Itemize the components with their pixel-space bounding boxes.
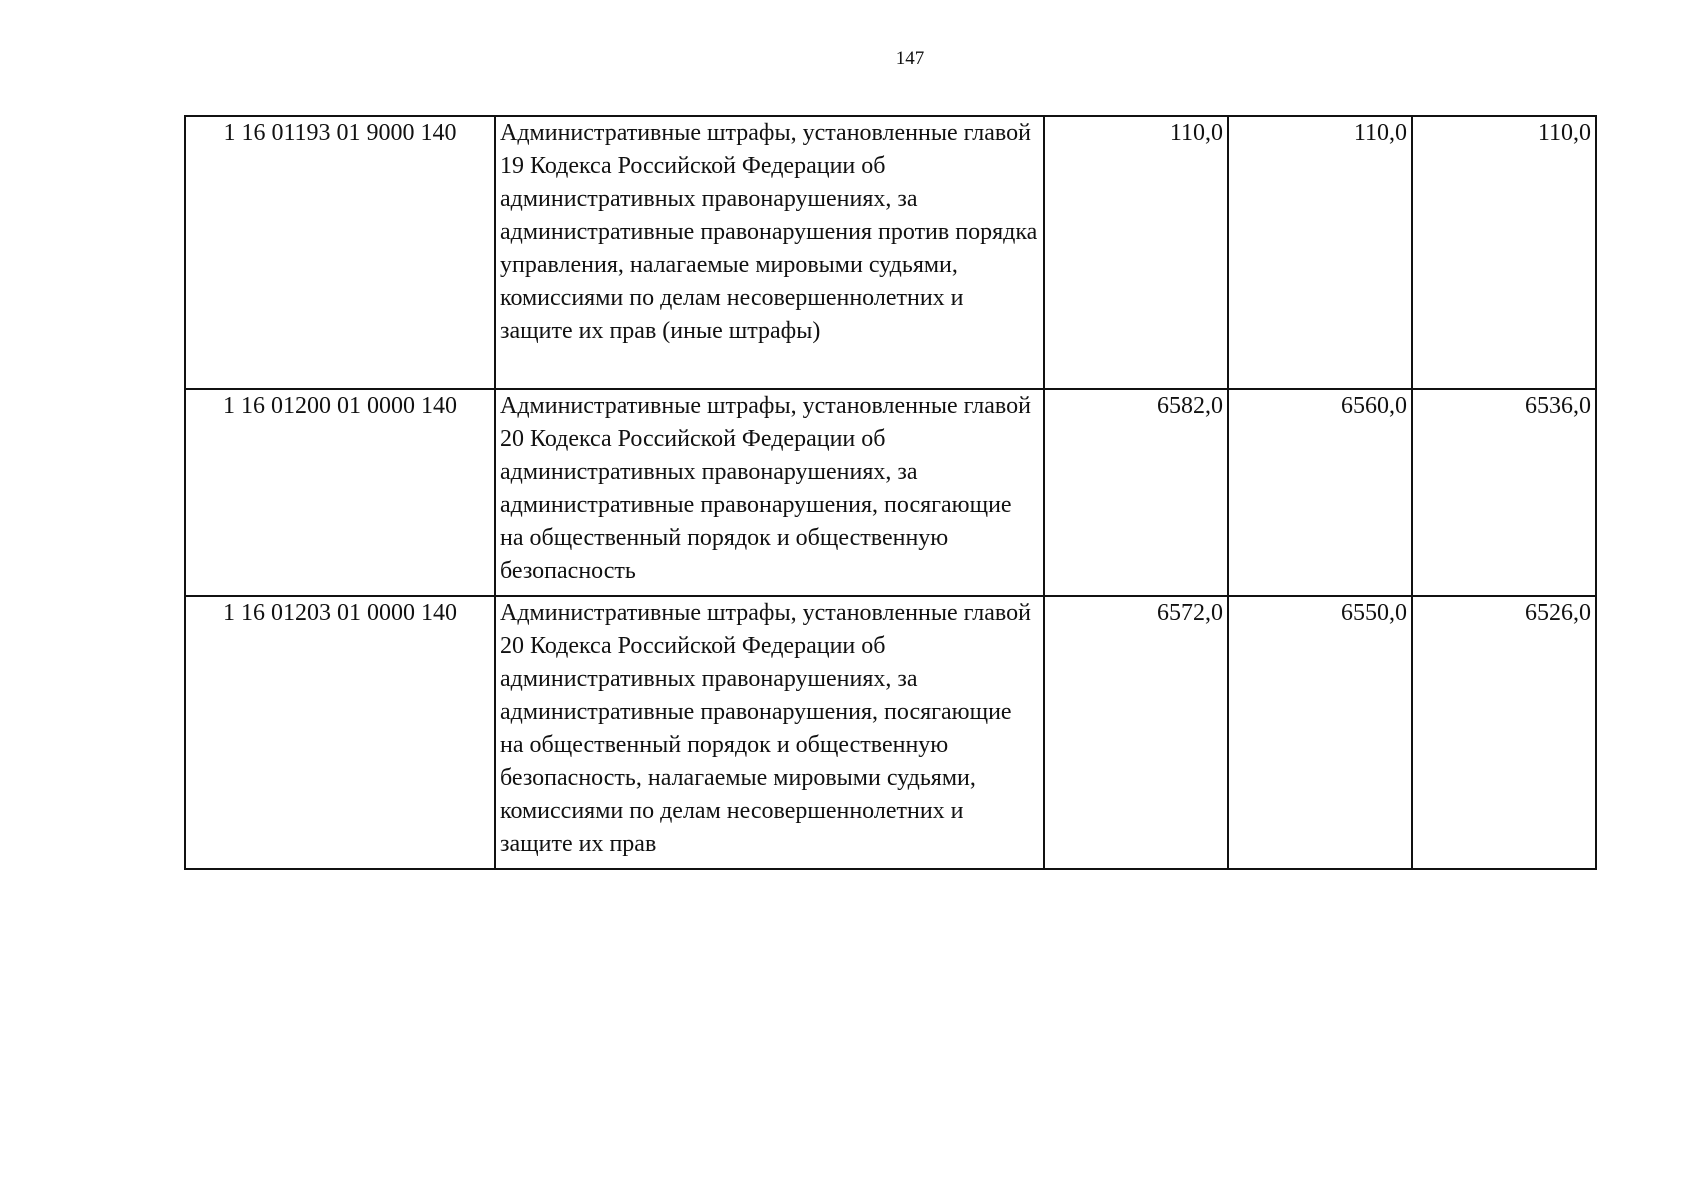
amount-year-2: 6550,0: [1228, 596, 1412, 869]
table-row: [185, 116, 1596, 389]
amount-year-1: 110,0: [1044, 116, 1228, 389]
budget-code: 1 16 01200 01 0000 140: [185, 389, 495, 596]
revenue-table: [184, 115, 1597, 870]
table-row: [185, 389, 1596, 596]
table-row: [185, 596, 1596, 869]
revenue-description: Административные штрафы, установленные главой 20 Кодекса Российской Федерации об административных правонарушениях, за административные правонарушения, посягающие на общественный порядок и общественную безопасность, налагаемые мировыми судьями, комиссиями по делам несовершеннолетних и защите их прав: [495, 596, 1044, 869]
amount-year-3: 6536,0: [1412, 389, 1596, 596]
revenue-description: Административные штрафы, установленные главой 19 Кодекса Российской Федерации об административных правонарушениях, за административные правонарушения против порядка управления, налагаемые мировыми судьями, комиссиями по делам несовершеннолетних и защите их прав (иные штрафы): [495, 116, 1044, 389]
amount-year-3: 110,0: [1412, 116, 1596, 389]
amount-year-1: 6572,0: [1044, 596, 1228, 869]
budget-code: 1 16 01193 01 9000 140: [185, 116, 495, 389]
amount-year-2: 110,0: [1228, 116, 1412, 389]
page-number: 147: [895, 48, 925, 69]
amount-year-1: 6582,0: [1044, 389, 1228, 596]
amount-year-3: 6526,0: [1412, 596, 1596, 869]
budget-code: 1 16 01203 01 0000 140: [185, 596, 495, 869]
revenue-description: Административные штрафы, установленные главой 20 Кодекса Российской Федерации об административных правонарушениях, за административные правонарушения, посягающие на общественный порядок и общественную безопасность: [495, 389, 1044, 596]
amount-year-2: 6560,0: [1228, 389, 1412, 596]
